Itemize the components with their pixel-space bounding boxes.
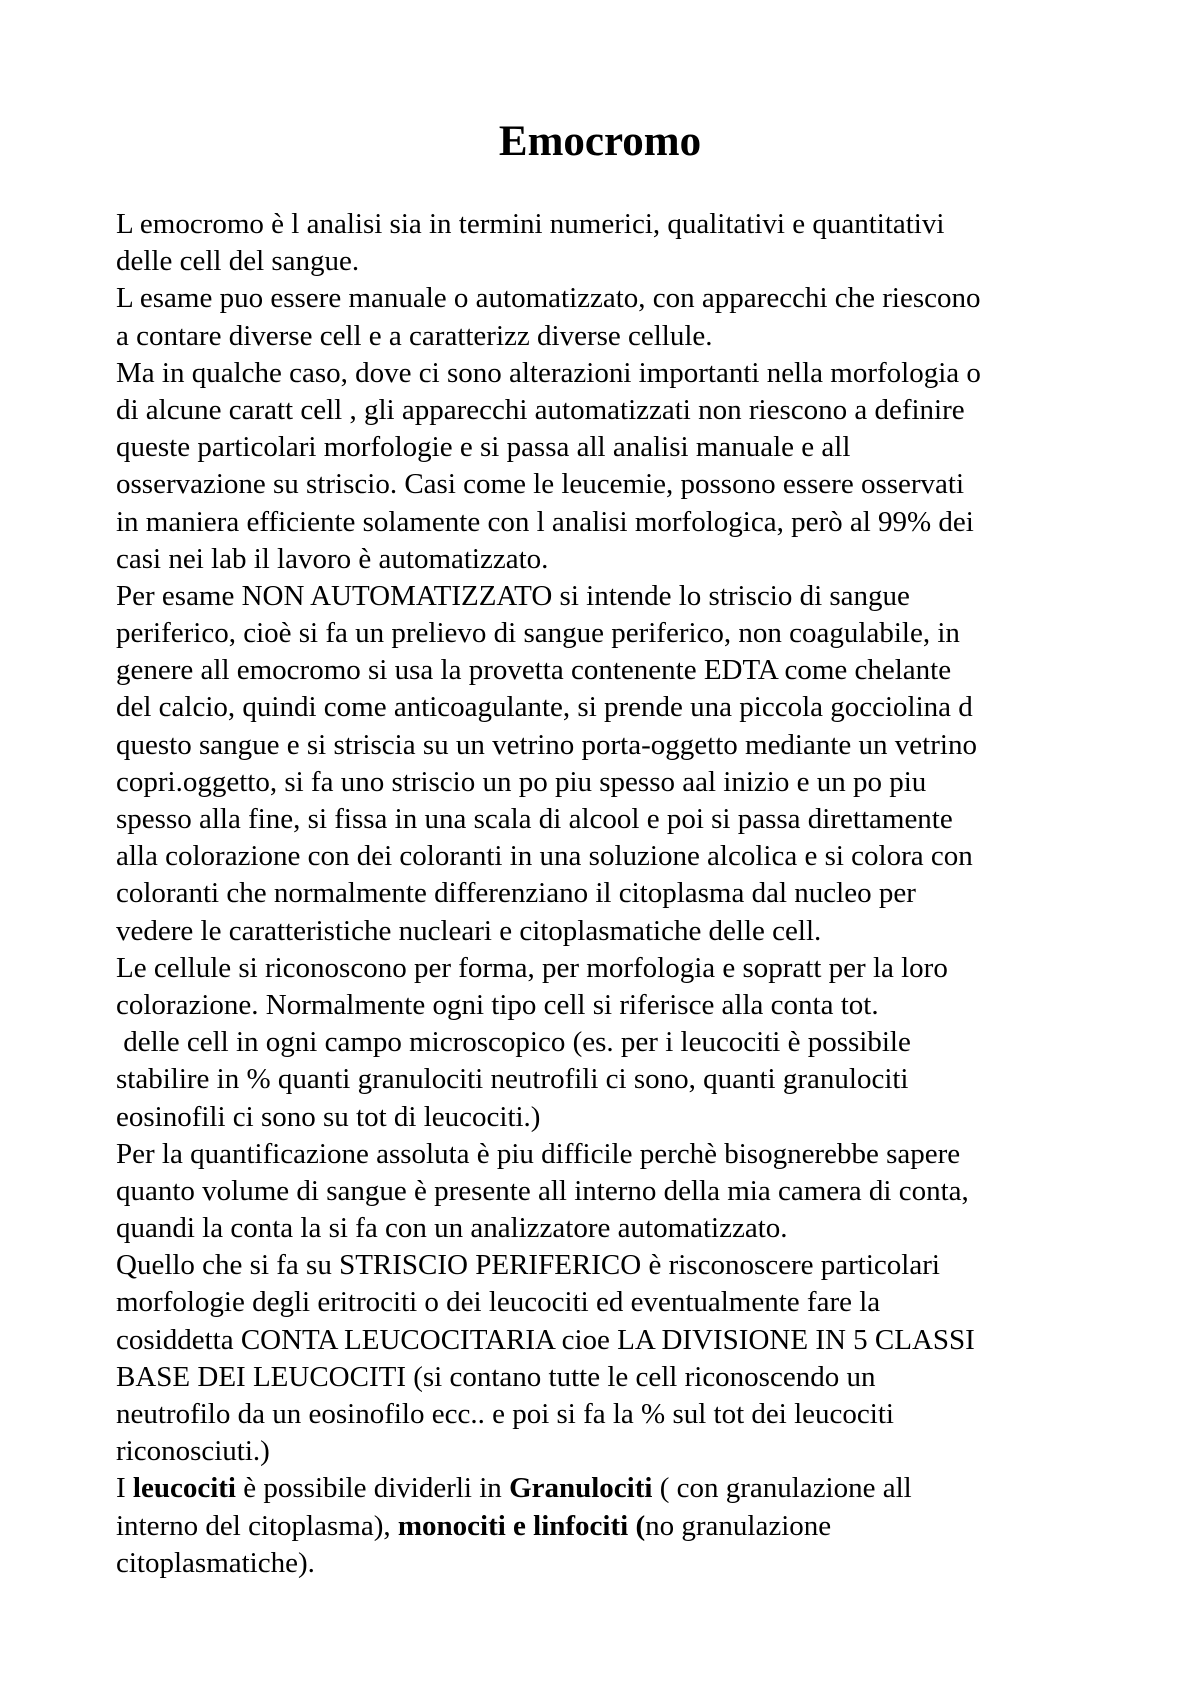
text-run: Le cellule si riconoscono per forma, per morfologia e sopratt per la loro — [116, 951, 948, 984]
text-line — [116, 392, 1096, 429]
text-run: alla colorazione con dei coloranti in una soluzione alcolica e si colora con — [116, 840, 973, 873]
text-run: interno del citoplasma), — [116, 1509, 398, 1542]
text-run: delle cell del sangue. — [116, 245, 360, 278]
text-run: L emocromo è l analisi sia in termini numerici, qualitativi e quantitativi — [116, 208, 945, 240]
text-run: citoplasmatiche). — [116, 1546, 315, 1579]
text-line — [116, 615, 1096, 652]
text-line — [116, 1173, 1096, 1210]
text-line — [116, 504, 1096, 541]
text-run: genere all emocromo si usa la provetta contenente EDTA come chelante — [116, 654, 952, 687]
text-line — [116, 1322, 1096, 1359]
text-line — [116, 1024, 1096, 1061]
text-run: osservazione su striscio. Casi come le leucemie, possono essere osservati — [116, 468, 965, 501]
text-line — [116, 429, 1096, 466]
text-run: neutrofilo da un eosinofilo ecc.. e poi si fa la % sul tot dei leucociti — [116, 1398, 894, 1430]
text-run: è possibile dividerli in — [236, 1472, 510, 1505]
text-line — [116, 1061, 1096, 1098]
text-line — [116, 541, 1096, 578]
text-run: cosiddetta CONTA LEUCOCITARIA cioe LA DIVISIONE IN 5 CLASSI — [116, 1323, 975, 1356]
text-run: vedere le caratteristiche nucleari e citoplasmatiche delle cell. — [116, 914, 822, 947]
text-line — [116, 1359, 1096, 1396]
text-run: del calcio, quindi come anticoagulante, si prende una piccola gocciolina d — [116, 691, 973, 724]
document-title: Emocromo — [498, 118, 702, 165]
text-run: delle cell in ogni campo microscopico (es. per i leucociti è possibile — [116, 1026, 911, 1059]
text-line — [116, 764, 1096, 801]
text-line — [116, 578, 1096, 615]
text-run: di alcune caratt cell , gli apparecchi automatizzati non riescono a definire — [116, 393, 965, 426]
text-run: casi nei lab il lavoro è automatizzato. — [116, 542, 549, 575]
text-line — [116, 1247, 1096, 1284]
text-run: Quello che si fa su STRISCIO PERIFERICO è risconoscere particolari — [116, 1249, 940, 1282]
text-run: Ma in qualche caso, dove ci sono alterazioni importanti nella morfologia o — [116, 356, 981, 389]
text-run: quanto volume di sangue è presente all interno della mia camera di conta, — [116, 1174, 969, 1207]
text-run: BASE DEI LEUCOCITI (si contano tutte le cell riconoscendo un — [116, 1360, 876, 1393]
text-run: eosinofili ci sono su tot di leucociti.) — [116, 1100, 541, 1133]
text-run: Per la quantificazione assoluta è piu difficile perchè bisognerebbe sapere — [116, 1137, 961, 1170]
text-line — [116, 1508, 1096, 1545]
text-run: coloranti che normalmente differenziano il citoplasma dal nucleo per — [116, 877, 916, 910]
text-line — [116, 1210, 1096, 1247]
document-body — [116, 206, 1096, 1582]
text-run: copri.oggetto, si fa uno striscio un po piu spesso aal inizio e un po piu — [116, 765, 927, 798]
text-run: L esame puo essere manuale o automatizzato, con apparecchi che riescono — [116, 282, 981, 315]
text-run: Per esame NON AUTOMATIZZATO si intende lo striscio di sangue — [116, 579, 910, 612]
text-run: queste particolari morfologie e si passa all analisi manuale e all — [116, 431, 851, 464]
text-run: in maniera efficiente solamente con l analisi morfologica, però al 99% dei — [116, 505, 974, 538]
text-line — [116, 689, 1096, 726]
bold-term: leucociti — [132, 1472, 236, 1505]
text-line — [116, 1433, 1096, 1470]
text-line — [116, 1136, 1096, 1173]
text-run: stabilire in % quanti granulociti neutrofili ci sono, quanti granulociti — [116, 1063, 909, 1096]
text-run: ( con granulazione all — [652, 1472, 912, 1505]
text-line — [116, 652, 1096, 689]
text-line — [116, 801, 1096, 838]
text-line — [116, 318, 1096, 355]
text-run: I — [116, 1472, 133, 1505]
text-line — [116, 913, 1096, 950]
text-line — [116, 1470, 1096, 1507]
text-run: no granulazione — [645, 1509, 832, 1542]
text-line — [116, 243, 1096, 280]
text-run: morfologie degli eritrociti o dei leucociti ed eventualmente fare la — [116, 1286, 881, 1319]
text-run: a contare diverse cell e a caratterizz diverse cellule. — [116, 319, 713, 352]
text-line — [116, 1545, 1096, 1582]
text-line — [116, 1284, 1096, 1321]
text-line — [116, 1396, 1096, 1433]
text-line — [116, 987, 1096, 1024]
text-line — [116, 950, 1096, 987]
text-run: questo sangue e si striscia su un vetrino porta-oggetto mediante un vetrino — [116, 728, 977, 761]
text-line — [116, 355, 1096, 392]
text-run: riconosciuti.) — [116, 1435, 270, 1468]
bold-term: monociti e linfociti ( — [397, 1509, 646, 1542]
text-line — [116, 466, 1096, 503]
text-run: quandi la conta la si fa con un analizzatore automatizzato. — [116, 1212, 788, 1245]
text-line — [116, 727, 1096, 764]
text-line — [116, 280, 1096, 317]
text-line — [116, 1099, 1096, 1136]
text-run: colorazione. Normalmente ogni tipo cell si riferisce alla conta tot. — [116, 988, 879, 1021]
text-line — [116, 206, 1096, 243]
text-run: periferico, cioè si fa un prelievo di sangue periferico, non coagulabile, in — [116, 617, 960, 650]
text-line — [116, 838, 1096, 875]
bold-term: Granulociti — [509, 1472, 653, 1505]
text-run: spesso alla fine, si fissa in una scala di alcool e poi si passa direttamente — [116, 803, 953, 835]
text-line — [116, 875, 1096, 912]
